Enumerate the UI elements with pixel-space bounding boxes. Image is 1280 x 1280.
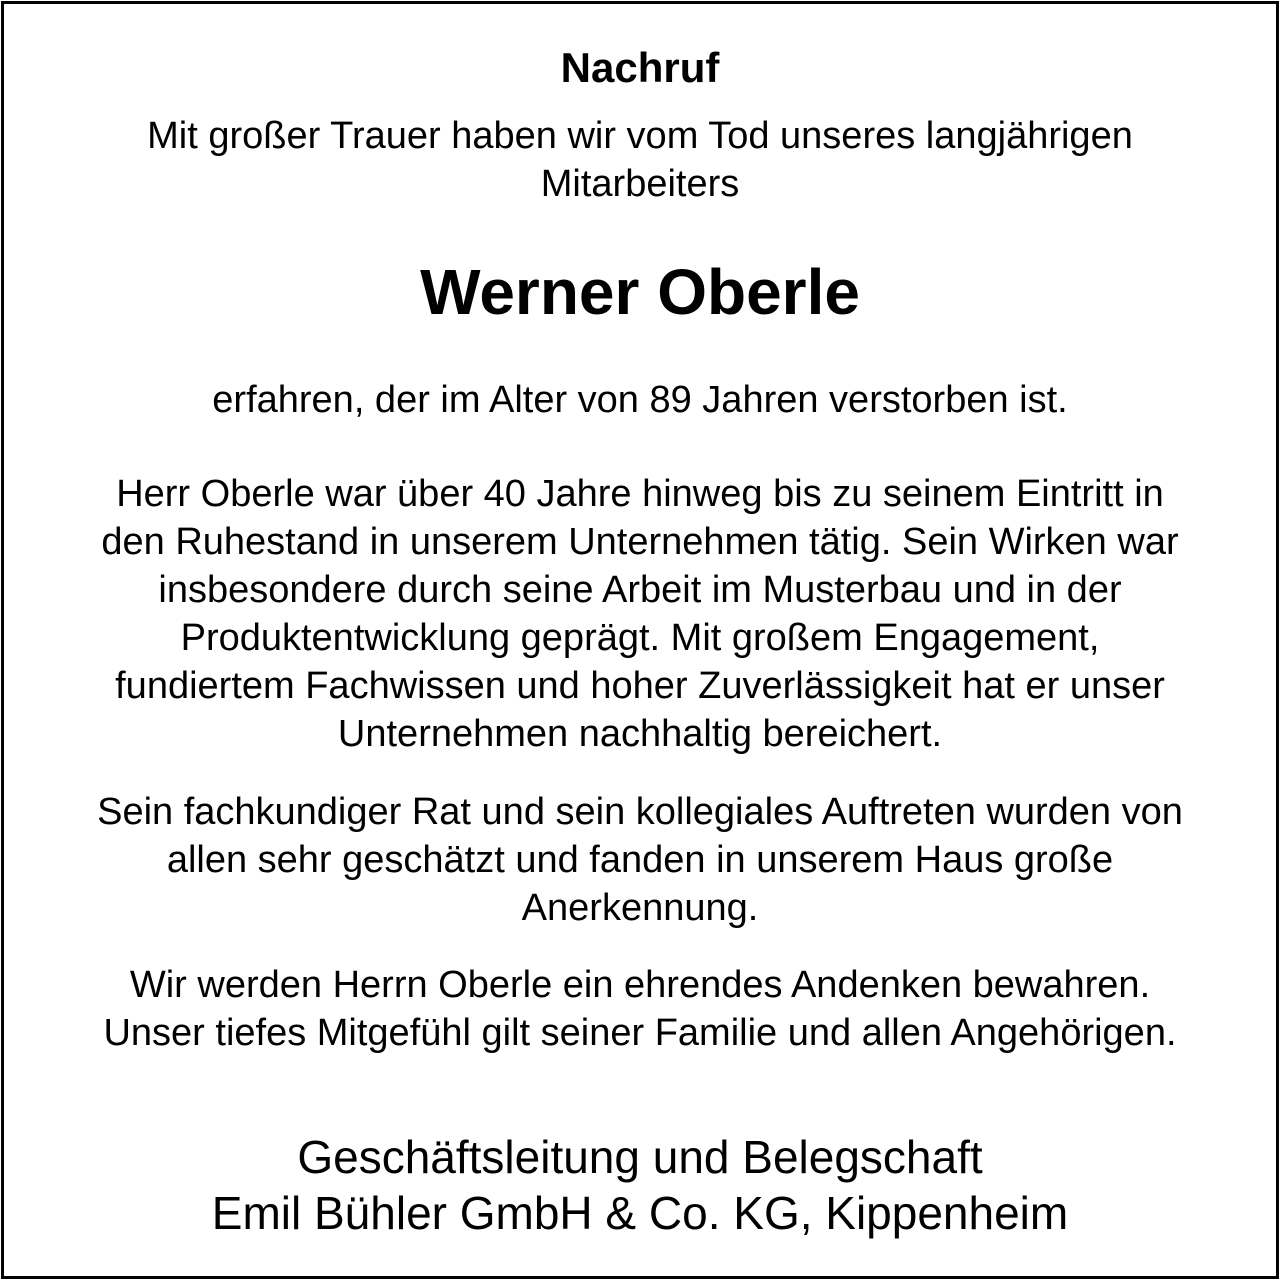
paragraph2-line-2: allen sehr geschätzt und fanden in unserem Haus große bbox=[166, 839, 1114, 881]
intro-line-1: Mit großer Trauer haben wir vom Tod unseres langjährigen bbox=[147, 115, 1133, 157]
paragraph2-line-1: Sein fachkundiger Rat und sein kollegiales Auftreten wurden von bbox=[97, 791, 1183, 833]
paragraph1-line-3: insbesondere durch seine Arbeit im Musterbau und in der bbox=[158, 569, 1122, 611]
paragraph3-line-1: Wir werden Herrn Oberle ein ehrendes Andenken bewahren. bbox=[129, 964, 1151, 1006]
paragraph1-line-6: Unternehmen nachhaltig bereichert. bbox=[337, 713, 943, 755]
paragraph1-line-5: fundiertem Fachwissen und hoher Zuverlässigkeit hat er unser bbox=[115, 665, 1165, 707]
paragraph1-line-2: den Ruhestand in unserem Unternehmen tätig. Sein Wirken war bbox=[101, 521, 1179, 563]
statement-line: erfahren, der im Alter von 89 Jahren verstorben ist. bbox=[212, 379, 1068, 421]
signature-line-1: Geschäftsleitung und Belegschaft bbox=[297, 1131, 983, 1183]
deceased-name: Werner Oberle bbox=[420, 256, 860, 328]
paragraph3-line-2: Unser tiefes Mitgefühl gilt seiner Familie und allen Angehörigen. bbox=[103, 1012, 1177, 1054]
paragraph1-line-1: Herr Oberle war über 40 Jahre hinweg bis zu seinem Eintritt in bbox=[116, 473, 1164, 515]
notice-title: Nachruf bbox=[560, 44, 720, 91]
paragraph1-line-4: Produktentwicklung geprägt. Mit großem Engagement, bbox=[180, 617, 1100, 659]
intro-line-2: Mitarbeiters bbox=[540, 163, 740, 205]
paragraph2-line-3: Anerkennung. bbox=[521, 887, 759, 929]
signature-line-2: Emil Bühler GmbH & Co. KG, Kippenheim bbox=[211, 1187, 1069, 1239]
